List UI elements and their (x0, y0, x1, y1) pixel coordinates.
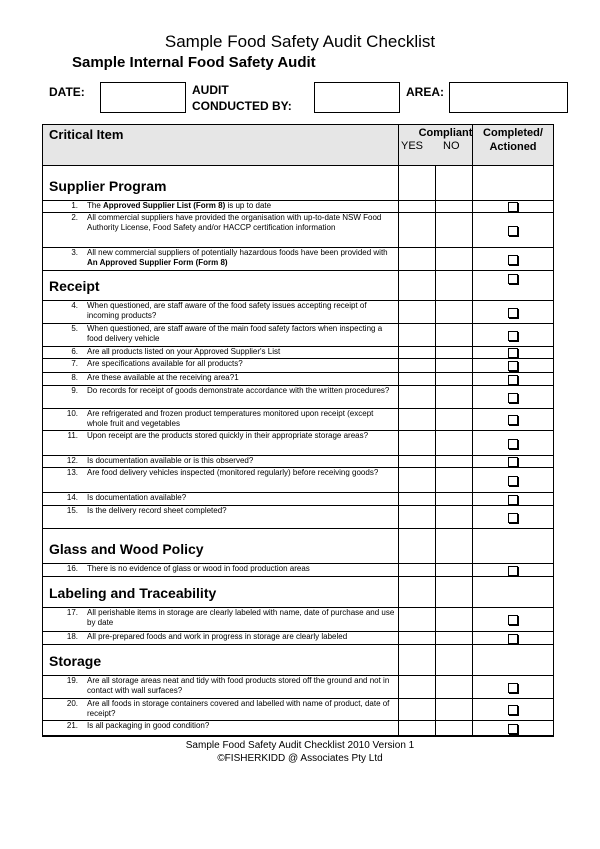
completed-checkbox[interactable] (508, 457, 518, 467)
completed-checkbox[interactable] (508, 615, 518, 625)
audit-label-line1: AUDIT (192, 83, 229, 97)
area-label: AREA: (406, 85, 444, 99)
item-text-part: All new commercial suppliers of potentially hazardous foods have been provided with (87, 248, 388, 257)
completed-checkbox[interactable] (508, 274, 518, 284)
item-text: There is no evidence of glass or wood in food production areas (87, 564, 310, 573)
item-number: 8. (71, 373, 78, 382)
section-title: Supplier Program (49, 178, 167, 194)
item-text: Are food delivery vehicles inspected (monitored regularly) before receiving goods? (87, 468, 379, 477)
item-text (87, 248, 395, 268)
completed-header-line1: Completed/ (483, 127, 543, 139)
audit-conducted-by-field[interactable] (314, 82, 400, 113)
completed-checkbox[interactable] (508, 724, 518, 734)
item-text: All commercial suppliers have provided the organisation with up-to-date NSW Food Authority License, Food Safety and/or HACCP certification information (87, 213, 382, 232)
item-text: When questioned, are staff aware of the main food safety factors when inspecting a food delivery vehicle (87, 324, 383, 343)
item-number: 4. (71, 301, 78, 310)
date-field[interactable] (100, 82, 186, 113)
completed-checkbox[interactable] (508, 361, 518, 371)
item-number: 20. (66, 699, 78, 708)
section-title: Receipt (49, 278, 100, 294)
area-field[interactable] (449, 82, 568, 113)
item-text: Are refrigerated and frozen product temperatures monitored upon receipt (except whole fruit and vegetables (87, 409, 374, 428)
completed-header-line2: Actioned (489, 141, 537, 153)
completed-checkbox[interactable] (508, 331, 518, 341)
item-text: All pre-prepared foods and work in progress in storage are clearly labeled (87, 632, 348, 641)
completed-checkbox[interactable] (508, 348, 518, 358)
item-text: Are these available at the receiving area?1 (87, 373, 239, 382)
completed-checkbox[interactable] (508, 439, 518, 449)
item-number: 12. (66, 456, 78, 465)
completed-checkbox[interactable] (508, 393, 518, 403)
yes-header: YES (401, 140, 424, 152)
completed-checkbox[interactable] (508, 495, 518, 505)
completed-checkbox[interactable] (508, 513, 518, 523)
item-number: 17. (66, 608, 78, 617)
row-divider (42, 165, 554, 166)
audit-label (192, 82, 292, 114)
item-number: 1. (71, 201, 78, 210)
document-subtitle: Sample Internal Food Safety Audit (72, 54, 316, 71)
item-number: 11. (67, 431, 78, 440)
row-divider (42, 270, 554, 271)
item-number: 6. (71, 347, 78, 356)
item-number: 15. (66, 506, 78, 515)
document-title: Sample Food Safety Audit Checklist (164, 32, 436, 51)
section-title: Storage (49, 653, 102, 669)
completed-checkbox[interactable] (508, 566, 518, 576)
item-number: 21. (66, 721, 78, 730)
item-text: Is documentation available or is this observed? (87, 456, 254, 465)
footer-line-2: ©FISHERKIDD @ Associates Pty Ltd (217, 753, 383, 764)
footer-line-1: Sample Food Safety Audit Checklist 2010 Version 1 (185, 740, 415, 751)
column-divider (435, 165, 436, 736)
item-text: Is the delivery record sheet completed? (87, 506, 227, 515)
item-number: 2. (71, 213, 78, 222)
completed-checkbox[interactable] (508, 375, 518, 385)
item-form-reference: Approved Supplier List (Form 8) (103, 201, 226, 210)
section-title: Glass and Wood Policy (49, 541, 204, 557)
completed-checkbox[interactable] (508, 202, 518, 212)
item-number: 5. (71, 324, 78, 333)
section-title: Labeling and Traceability (49, 585, 217, 601)
item-number: 19. (66, 676, 78, 685)
date-label: DATE: (49, 85, 85, 99)
completed-checkbox[interactable] (508, 415, 518, 425)
row-divider (42, 736, 554, 737)
item-text: Upon receipt are the products stored quickly in their appropriate storage areas? (87, 431, 369, 440)
row-divider (42, 644, 554, 645)
item-text (87, 201, 395, 211)
completed-checkbox[interactable] (508, 683, 518, 693)
completed-checkbox[interactable] (508, 705, 518, 715)
item-text-part: is up to date (225, 201, 272, 210)
item-number: 16. (66, 564, 78, 573)
completed-checkbox[interactable] (508, 476, 518, 486)
completed-checkbox[interactable] (508, 308, 518, 318)
item-text: Are all storage areas neat and tidy with food products stored off the ground and not in contact with wall surfaces? (87, 676, 390, 695)
item-number: 14. (66, 493, 78, 502)
item-number: 10. (66, 409, 78, 418)
item-text: Do records for receipt of goods demonstrate accordance with the written procedures? (87, 386, 390, 395)
item-text-part: The (87, 201, 104, 210)
item-number: 18. (66, 632, 78, 641)
item-text: All perishable items in storage are clearly labeled with name, date of purchase and use by date (87, 608, 395, 627)
item-number: 13. (66, 468, 78, 477)
completed-checkbox[interactable] (508, 226, 518, 236)
critical-item-header: Critical Item (49, 127, 124, 142)
item-text: When questioned, are staff aware of the food safety issues accepting receipt of incoming products? (87, 301, 367, 320)
row-divider (42, 576, 554, 577)
completed-checkbox[interactable] (508, 634, 518, 644)
row-divider (42, 528, 554, 529)
item-form-reference: An Approved Supplier Form (Form 8) (87, 258, 228, 267)
item-number: 7. (71, 359, 78, 368)
item-number: 3. (71, 248, 78, 257)
compliant-header: Compliant (418, 127, 473, 139)
item-number: 9. (71, 386, 78, 395)
item-text: Are all foods in storage containers covered and labelled with name of product, date of receipt? (87, 699, 390, 718)
completed-checkbox[interactable] (508, 255, 518, 265)
item-text: Is all packaging in good condition? (87, 721, 210, 730)
no-header: NO (443, 140, 460, 152)
item-text: Are specifications available for all products? (87, 359, 243, 368)
item-text: Is documentation available? (87, 493, 187, 502)
audit-label-line2: CONDUCTED BY: (192, 99, 292, 113)
item-text: Are all products listed on your Approved Supplier's List (87, 347, 281, 356)
